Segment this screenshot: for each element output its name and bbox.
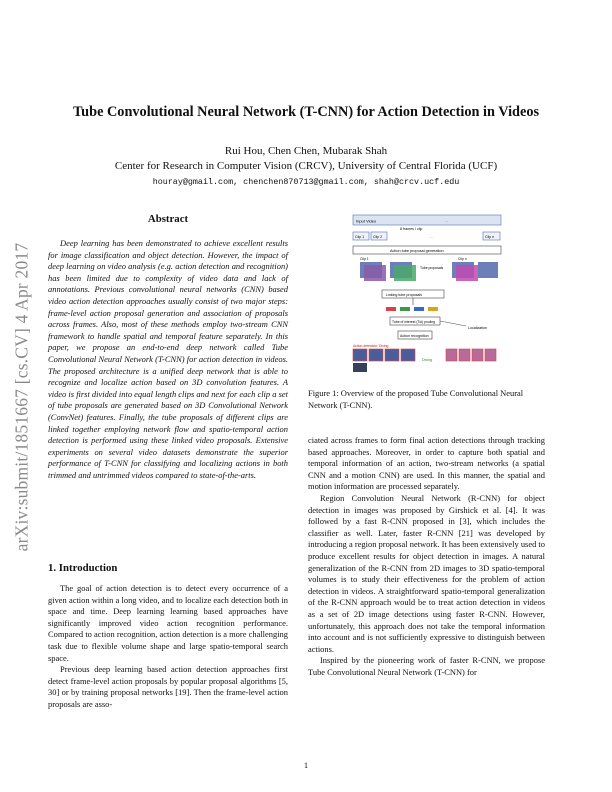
tube-green [400, 307, 410, 311]
tube-red [386, 307, 396, 311]
label-localization: Localization [468, 326, 487, 330]
clipn-frame-c [478, 262, 498, 278]
output-frame-2 [369, 349, 383, 361]
intro-paragraph-1: The goal of action detection is to detect every occurrence of a given action within a long video, and to localize each detection both in space and time. Deep learning learning based approaches have significantly improved video action recognition performance. Compared to action recognition, action detection is a more challenging task due to flexible volume shape and large spatio-temporal search space. [48, 583, 288, 663]
label-toi-pooling: Tube of interest (ToI) pooling [392, 320, 436, 324]
label-clip1: Clip 1 [355, 235, 365, 239]
label-frames-per-clip: 8 frames / clip [400, 227, 423, 231]
output-frame-1 [353, 349, 367, 361]
label-linking: Linking tube proposals [386, 293, 422, 297]
tube-yellow [428, 307, 438, 311]
intro-body [48, 583, 288, 711]
label-clipn: Clip n [485, 235, 495, 239]
output-frame-5 [446, 349, 457, 361]
authors: Rui Hou, Chen Chen, Mubarak Shah [224, 145, 388, 157]
tcnn-overview-diagram [350, 213, 505, 373]
right-paragraph-2: Inspired by the pioneering work of faster R-CNN, we propose Tube Convolutional Neural Network (T-CNN) for [308, 655, 545, 677]
label-recognition: Action recognition [400, 334, 429, 338]
right-paragraph-1: Region Convolution Neural Network (R-CNN) for object detection in images was proposed by Girshick et al. [4]. It was followed by a fast R-CNN proposed in [3], which includes the classifier as well. Later, faster R-CNN [21] was developed by introducing a region proposal network. It has been extensively used to produce excellent results for object detection in images. A natural generalization of the R-CNN from 2D images to 3D spatio-temporal volumes is to study their effectiveness for the problem of action detection in videos. A straightforward spatio-temporal generalization of the R-CNN approach would be to treat action detection in videos as a set of 2D image detections using faster R-CNN. However, unfortunately, this approach does not take the temporal information into account and is not sufficiently expressive to distinguish between actions. [308, 492, 545, 654]
label-clip1-small: Clip 1 [360, 257, 369, 261]
label-diving: Diving [422, 358, 432, 362]
output-frame-6 [459, 349, 470, 361]
arrow-to-localization [440, 321, 466, 326]
tube-blue [414, 307, 424, 311]
label-proposal-gen: Action tube proposal generation [390, 249, 444, 253]
clip1-frame-b [364, 265, 386, 281]
abstract-heading: Abstract [147, 213, 189, 225]
page-number: 1 [303, 760, 309, 770]
label-action-diving: Action detection: Diving [353, 344, 389, 348]
label-clip2: Clip 2 [373, 235, 383, 239]
output-frame-4 [401, 349, 415, 361]
label-tube-proposals: Tube proposals [420, 266, 444, 270]
right-column-body [308, 435, 545, 678]
figure-caption: Figure 1: Overview of the proposed Tube Convolutional Neural Network (T-CNN). [308, 388, 524, 410]
emails: houray@gmail.com, chenchen870713@gmail.com, shah@crcv.ucf.edu [152, 177, 460, 187]
output-thumb [353, 363, 367, 372]
intro-paragraph-2: Previous deep learning based action detection approaches first detect frame-level action proposals by popular proposal algorithms [5, 30] or by training proposal networks [19]. Then the frame-level action proposals are asso- [48, 664, 288, 709]
affiliation: Center for Research in Computer Vision (CRCV), University of Central Florida (UCF) [114, 160, 498, 172]
output-frame-7 [472, 349, 483, 361]
clipn-frame-b [456, 265, 478, 281]
label-input-video: Input Video [356, 218, 377, 224]
abstract-text: Deep learning has been demonstrated to achieve excellent results for image classification and object detection. However, the impact of deep learning on video analysis (e.g. action detection and recognition) has been limited due to complexity of video data and lack of annotations. Previous convolutional neural networks (CNN) based video action detection approaches usually consist of two major steps: frame-level action proposal generation and association of proposals across frames. Also, most of these methods employ two-stream CNN framework to handle spatial and temporal feature separately. In this paper, we propose an end-to-end deep network called Tube Convolutional Neural Network (T-CNN) for action detection in videos. The proposed architecture is a unified deep network that is able to recognize and localize action based on 3D convolution features. A video is first divided into equal length clips and next for each clip a set of tube proposals are generated based on 3D Convolutional Network (ConvNet) features. Finally, the tube proposals of different clips are linked together employing network flow and spatio-temporal action detection is performed using these linked video proposals. Extensive experiments on several video datasets demonstrate the superior performance of T-CNN for classifying and localizing actions in both trimmed and untrimmed videos compared to state-of-the-arts. [48, 238, 288, 480]
arxiv-identifier-text: arXiv:submit/1851667 [cs.CV] 4 Apr 2017 [11, 242, 32, 552]
output-frame-3 [385, 349, 399, 361]
intro-heading: 1. Introduction [48, 562, 118, 574]
paper-title: Tube Convolutional Neural Network (T-CNN) for Action Detection in Videos [72, 104, 540, 120]
figure-1 [350, 213, 505, 373]
label-dots-2: ... [430, 234, 434, 239]
label-dots-1: ... [445, 218, 449, 223]
right-paragraph-0: ciated across frames to form final action detections through tracking based approaches. Moreover, in order to capture both spatial and temporal information of an action, two-stream networks (a spatial CNN and a motion CNN) are used. In this manner, the spatial and motion information are processed separately. [308, 435, 545, 492]
clip1-frame-d [394, 265, 416, 281]
output-frame-8 [485, 349, 496, 361]
arxiv-identifier [8, 208, 36, 586]
label-clipn-small: Clip n [458, 257, 467, 261]
